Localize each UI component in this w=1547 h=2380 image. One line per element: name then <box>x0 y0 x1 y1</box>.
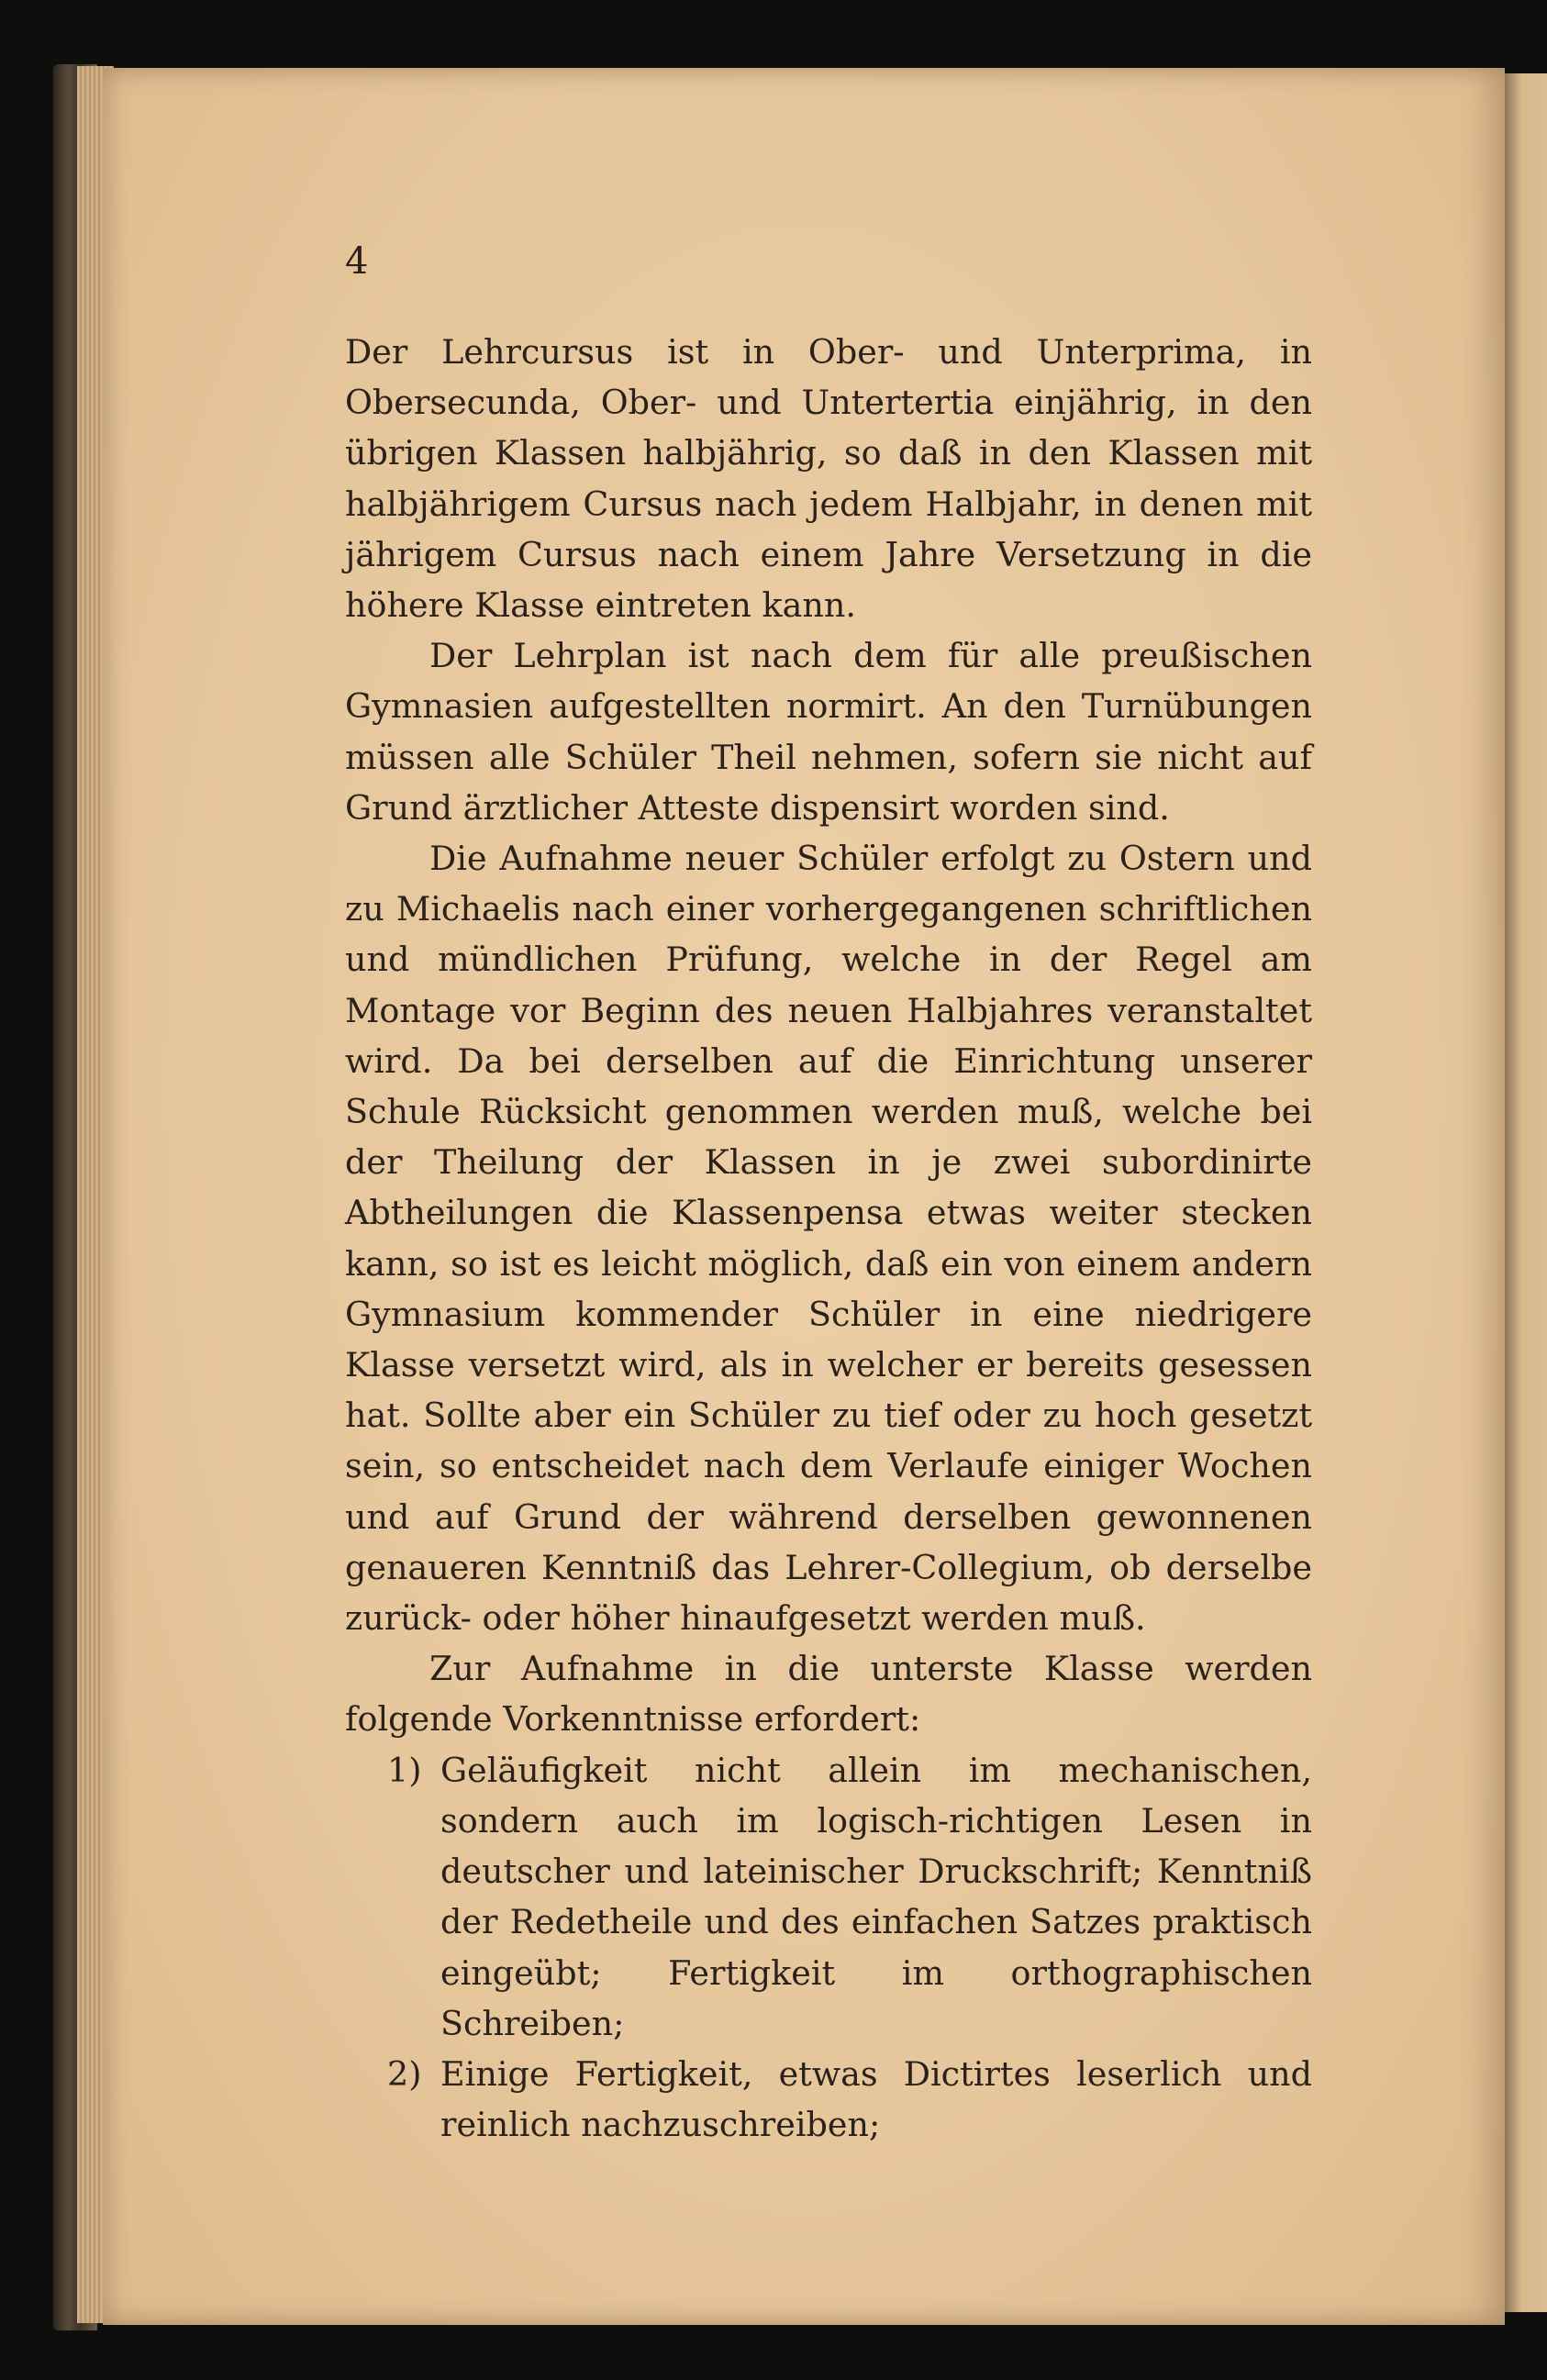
list-marker: 2) <box>387 2053 422 2094</box>
paragraph: Die Aufnahme neuer Schüler erfolgt zu Ostern und zu Michaelis nach einer vorhergegangenen schriftlichen und mündlichen Prüfung, welche in der Regel am Montage vor Beginn des neuen Halbjahres veranstaltet wird. Da bei derselben auf die Einrichtung unserer Schule Rücksicht genommen werden muß, welche bei der Theilung der Klassen in je zwei subordinirte Abtheilungen die Klassenpensa etwas weiter stecken kann, so ist es leicht möglich, daß ein von einem andern Gymnasium kommender Schüler in eine niedrigere Klasse versetzt wird, als in welcher er bereits gesessen hat. Sollte aber ein Schüler zu tief oder zu hoch gesetzt sein, so entscheidet nach dem Verlaufe einiger Wochen und auf Grund der während derselben gewonnenen genaueren Kenntniß das Lehrer-Collegium, ob derselbe zurück- oder höher hinaufgesetzt werden muß. <box>345 839 1312 1639</box>
paragraph: Der Lehrcursus ist in Ober- und Unterprima, in Obersecunda, Ober- und Untertertia einjährig, in den übrigen Klassen halbjährig, so daß in den Klassen mit halbjährigem Cursus nach jedem Halbjahr, in denen mit jährigem Cursus nach einem Jahre Versetzung in die höhere Klasse eintreten kann. <box>345 332 1312 626</box>
list-item <box>345 1745 1312 2049</box>
list-marker: 1) <box>387 1750 422 1790</box>
page-body <box>345 327 1312 2150</box>
page-number: 4 <box>345 240 369 283</box>
requirements-list <box>345 1745 1312 2151</box>
list-item <box>345 2049 1312 2150</box>
list-item-text: Geläufigkeit nicht allein im mechanischen, sondern auch im logisch-richtigen Lesen in deutscher und lateinischer Druckschrift; Kenntniß der Redetheile und des einfachen Satzes praktisch eingeübt; Fertigkeit im orthographischen Schreiben; <box>440 1750 1312 2043</box>
list-item-text: Einige Fertigkeit, etwas Dictirtes leserlich und reinlich nachzuschreiben; <box>440 2053 1312 2145</box>
adjacent-page-edge <box>1505 73 1547 2312</box>
paragraph: Der Lehrplan ist nach dem für alle preußischen Gymnasien aufgestellten normirt. An den Turnübungen müssen alle Schüler Theil nehmen, sofern sie nicht auf Grund ärztlicher Atteste dispensirt worden sind. <box>345 636 1312 828</box>
paragraph: Zur Aufnahme in die unterste Klasse werden folgende Vorkenntnisse erfordert: <box>345 1649 1312 1740</box>
